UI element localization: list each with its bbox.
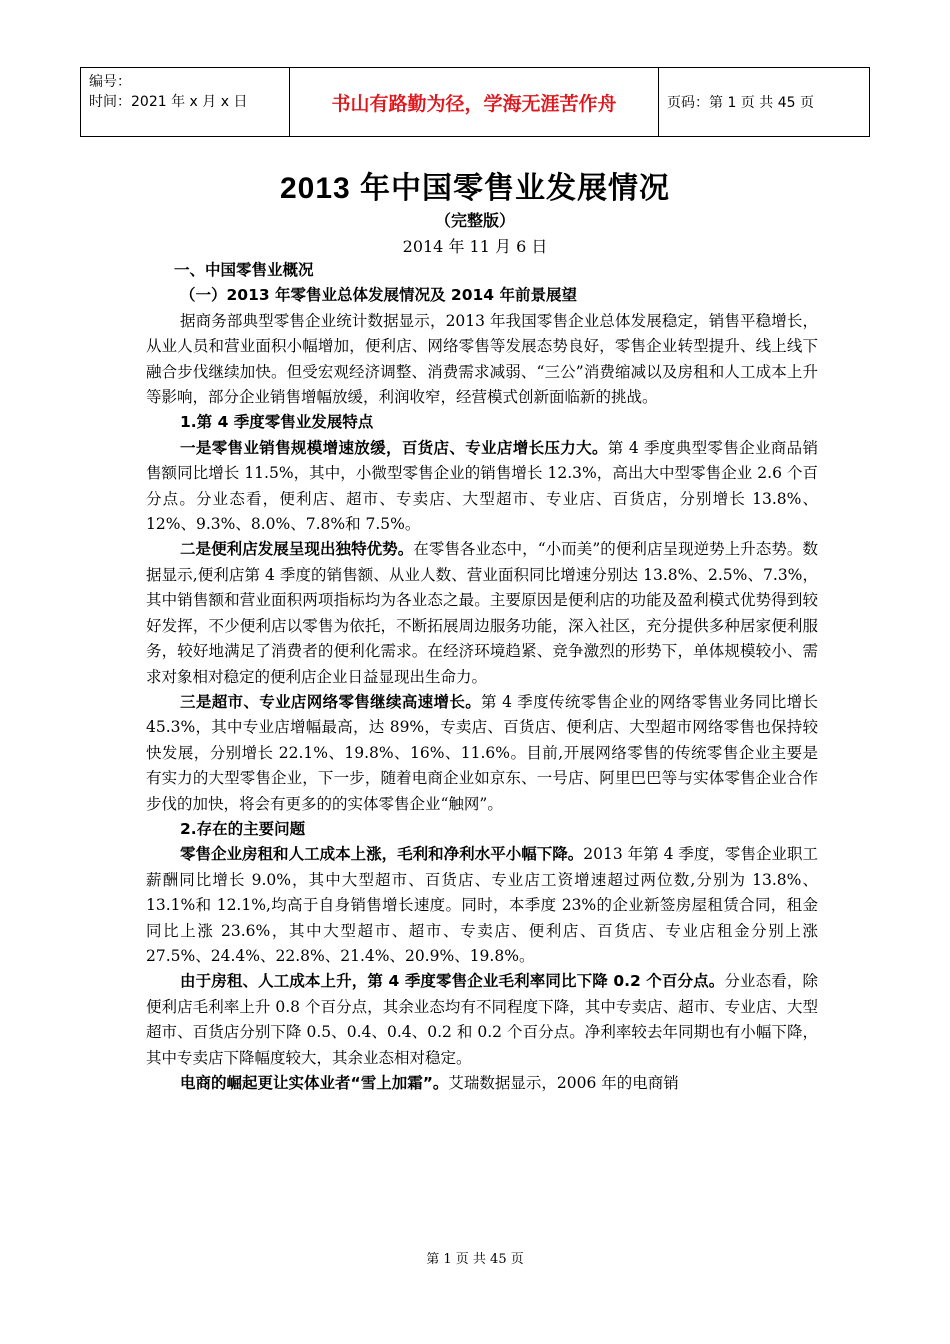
paragraph-1-lead: 一是零售业销售规模增速放缓，百货店、专业店增长压力大。 (180, 438, 608, 457)
header-page-info: 页码：第 1 页 共 45 页 (659, 68, 870, 137)
paragraph-6 (146, 1071, 818, 1096)
section-heading-1: 一、中国零售业概况 (174, 261, 314, 279)
paragraph-3 (146, 690, 818, 817)
paragraph-5-lead: 由于房租、人工成本上升，第 4 季度零售企业毛利率同比下降 0.2 个百分点。 (180, 972, 725, 991)
document-time-label: 时间：2021 年 x 月 x 日 (89, 94, 248, 110)
paragraph-4-text: 2013 年第 4 季度，零售企业职工薪酬同比增长 9.0%，其中大型超市、百货店、专业店工资增速超过两位数,分别为 13.8%、13.1%和 12.1%,均高于自身销售增长速度。同时，本季度 23%的企业新签房屋租赁合同，租金同比上涨 23.6%，其中大型超市、超市、专卖店、便利店、百货店、专业店租金分别上涨 27.5%、24.4%、22.8%、21.4%、20.9%、19.8%。 (146, 845, 818, 965)
paragraph-2-lead: 二是便利店发展呈现出独特优势。 (180, 540, 414, 559)
document-number-label: 编号： (89, 74, 131, 90)
section-heading-1-1: （一）2013 年零售业总体发展情况及 2014 年前景展望 (180, 286, 577, 305)
paragraph-5-text: 分业态看，除便利店毛利率上升 0.8 个百分点，其余业态均有不同程度下降，其中专卖店、超市、专业店、大型超市、百货店分别下降 0.5、0.4、0.4、0.2 和 0.2 个百分点。净利率较去年同期也有小幅下降，其中专卖店下降幅度较大，其余业态相对稳定。 (146, 972, 818, 1067)
intro-paragraph: 据商务部典型零售企业统计数据显示，2013 年我国零售企业总体发展稳定，销售平稳增长，从业人员和营业面积小幅增加，便利店、网络零售等发展态势良好，零售企业转型提升、线上线下融合步伐继续加快。但受宏观经济调整、消费需求减弱、“三公”消费缩减以及房租和人工成本上升等影响，部分企业销售增幅放缓，利润收窄，经营模式创新面临新的挑战。 (146, 311, 818, 407)
paragraph-2 (146, 537, 818, 689)
subheading-q4-features: 1.第 4 季度零售业发展特点 (180, 413, 374, 432)
subheading-main-issues: 2.存在的主要问题 (180, 819, 306, 838)
paragraph-1 (146, 436, 818, 538)
paragraph-3-lead: 三是超市、专业店网络零售继续高速增长。 (180, 692, 482, 711)
document-title: 2013 年中国零售业发展情况 (279, 172, 671, 205)
header-table (80, 67, 870, 137)
document-date: 2014 年 11 月 6 日 (402, 237, 548, 256)
header-meta-cell (81, 68, 290, 137)
document-subtitle: （完整版） (434, 211, 515, 230)
paragraph-5 (146, 969, 818, 1071)
paragraph-2-text: 在零售各业态中，“小而美”的便利店呈现逆势上升态势。数据显示,便利店第 4 季度的销售额、从业人数、营业面积同比增速分别达 13.8%、2.5%、7.3%，其中销售额和营业面积两项指标均为各业态之最。主要原因是便利店的功能及盈利模式优势得到较好发挥，不少便利店以零售为依托，不断拓展周边服务功能，深入社区，充分提供多种居家便利服务，较好地满足了消费者的便利化需求。在经济环境趋紧、竞争激烈的形势下，单体规模较小、需求对象相对稳定的便利店企业日益显现出生命力。 (146, 540, 818, 686)
paragraph-1-text: 第 4 季度典型零售企业商品销售额同比增长 11.5%，其中，小微型零售企业的销售增长 12.3%，高出大中型零售企业 2.6 个百分点。分业态看，便利店、超市、专卖店、大型超市、专业店、百货店，分别增长 13.8%、12%、9.3%、8.0%、7.8%和 7.5%。 (146, 438, 818, 534)
document-body (146, 258, 818, 1096)
paragraph-4 (146, 842, 818, 969)
paragraph-4-lead: 零售企业房租和人工成本上涨，毛利和净利水平小幅下降。 (180, 845, 584, 864)
header-motto: 书山有路勤为径，学海无涯苦作舟 (290, 68, 659, 137)
paragraph-6-text: 艾瑞数据显示，2006 年的电商销 (448, 1074, 679, 1092)
paragraph-3-text: 第 4 季度传统零售企业的网络零售业务同比增长 45.3%，其中专业店增幅最高，达 89%，专卖店、百货店、便利店、大型超市网络零售也保持较快发展，分别增长 22.1%、19.8%、16%、11.6%。目前,开展网络零售的传统零售企业主要是有实力的大型零售企业，下一步，随着电商企业如京东、一号店、阿里巴巴等与实体零售企业合作步伐的加快，将会有更多的的实体零售企业“触网”。 (146, 692, 818, 813)
paragraph-6-lead: 电商的崛起更让实体业者“雪上加霜”。 (180, 1074, 449, 1092)
page-footer: 第 1 页 共 45 页 (426, 1252, 524, 1267)
